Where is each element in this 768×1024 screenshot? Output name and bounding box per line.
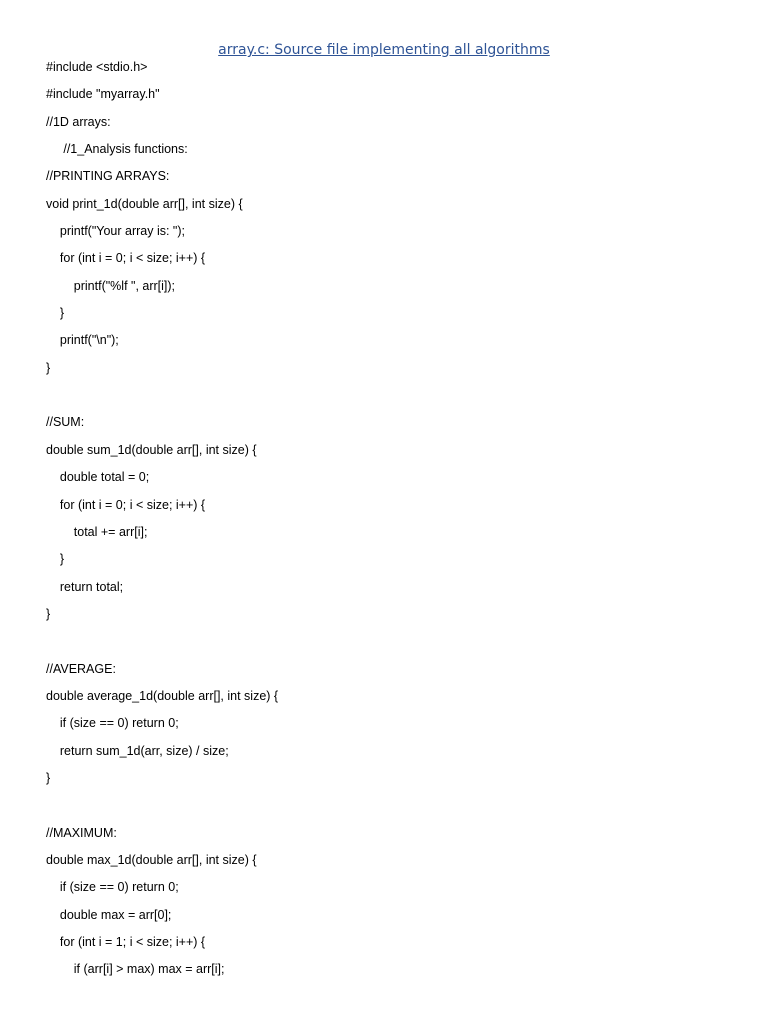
code-line: if (arr[i] > max) max = arr[i]; (46, 962, 225, 977)
code-line: void print_1d(double arr[], int size) { (46, 196, 243, 211)
code-line: printf("%lf ", arr[i]); (46, 278, 176, 293)
code-line: } (46, 360, 51, 375)
code-line: //1D arrays: (46, 114, 111, 129)
code-line: //MAXIMUM: (46, 825, 117, 840)
code-line: for (int i = 0; i < size; i++) { (46, 497, 206, 512)
code-line: //PRINTING ARRAYS: (46, 169, 170, 184)
code-line: for (int i = 1; i < size; i++) { (46, 935, 206, 949)
code-line: printf("Your array is: "); (46, 224, 186, 239)
code-line: double sum_1d(double arr[], int size) { (46, 442, 257, 457)
code-line (46, 795, 726, 822)
code-line: //SUM: (46, 415, 85, 430)
code-line: #include <stdio.h> (46, 60, 148, 74)
code-block (46, 57, 726, 987)
code-line: //AVERAGE: (46, 661, 116, 676)
code-line: } (46, 552, 65, 567)
code-line: return sum_1d(arr, size) / size; (46, 743, 229, 758)
code-line: } (46, 770, 51, 785)
code-line: } (46, 606, 51, 621)
code-line: for (int i = 0; i < size; i++) { (46, 251, 206, 266)
code-line: double total = 0; (46, 470, 150, 485)
code-line: return total; (46, 579, 124, 594)
code-line: if (size == 0) return 0; (46, 716, 179, 731)
code-line: double average_1d(double arr[], int size) { (46, 688, 279, 703)
document-title: array.c: Source file implementing all algorithms (218, 42, 550, 58)
code-line (46, 631, 726, 658)
code-line: double max_1d(double arr[], int size) { (46, 852, 257, 867)
code-line: total += arr[i]; (46, 524, 148, 539)
code-line: #include "myarray.h" (46, 87, 160, 102)
code-line: } (46, 306, 65, 321)
code-line (46, 385, 726, 412)
code-line: double max = arr[0]; (46, 907, 172, 922)
code-line: //1_Analysis functions: (46, 142, 188, 157)
code-line: if (size == 0) return 0; (46, 880, 179, 895)
code-line: printf("\n"); (46, 333, 119, 348)
